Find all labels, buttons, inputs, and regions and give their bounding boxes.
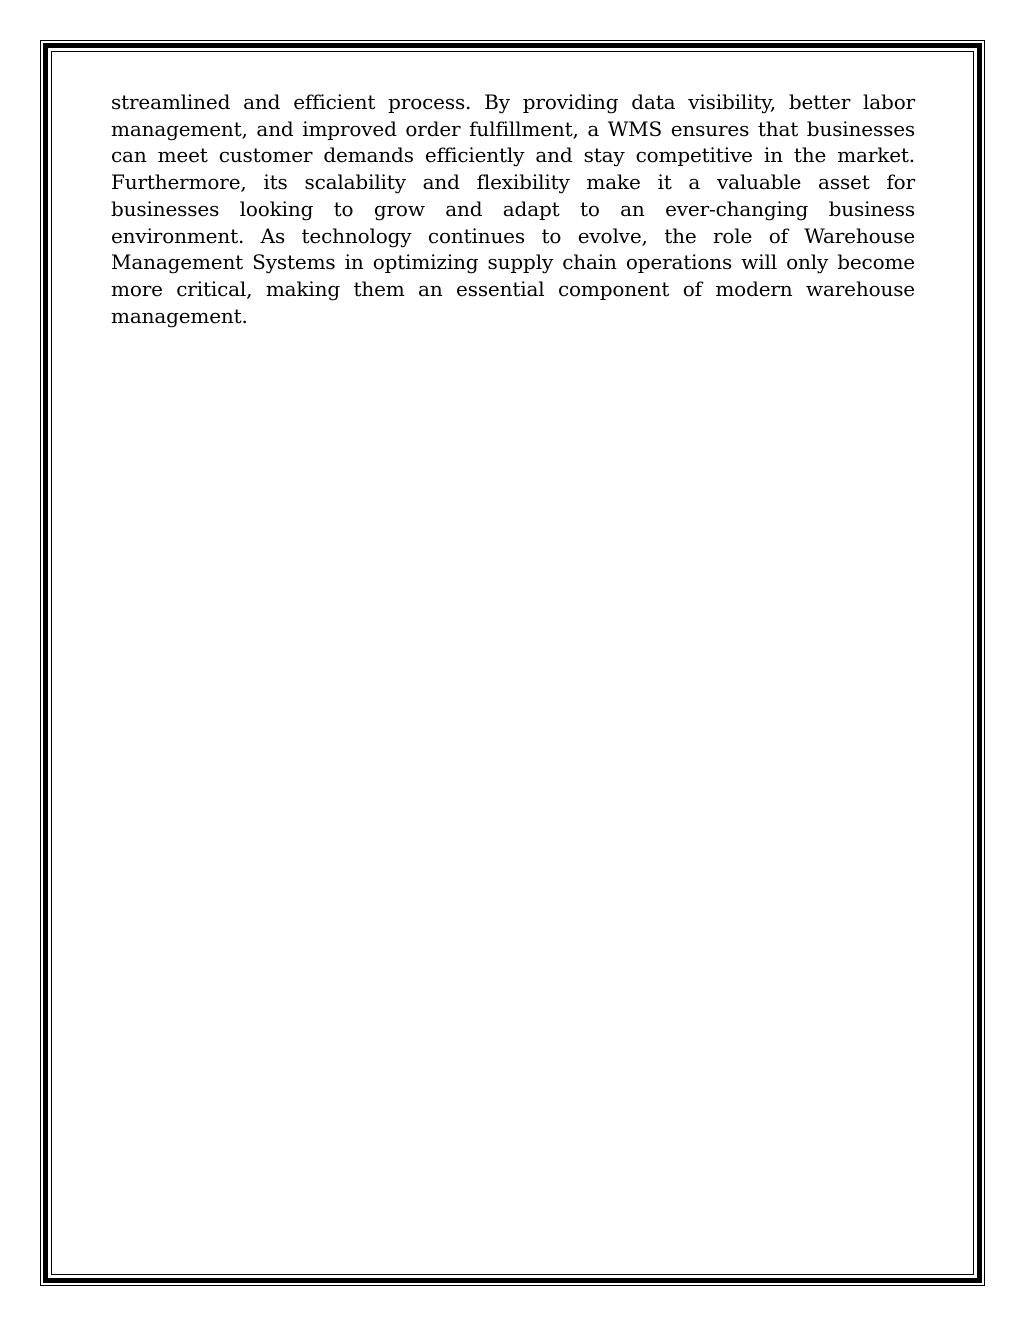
body-paragraph: streamlined and efficient process. By providing data visibility, better labor management, and improved order fulfillment, a WMS ensures that businesses can meet customer demands efficiently and stay competitive in the market. Furthermore, its scalability and flexibility make it a valuable asset for businesses looking to grow and adapt to an ever-changing business environment. As technology continues to evolve, the role of Warehouse Management Systems in optimizing supply chain operations will only become more critical, making them an essential component of modern warehouse management. [111,90,915,328]
